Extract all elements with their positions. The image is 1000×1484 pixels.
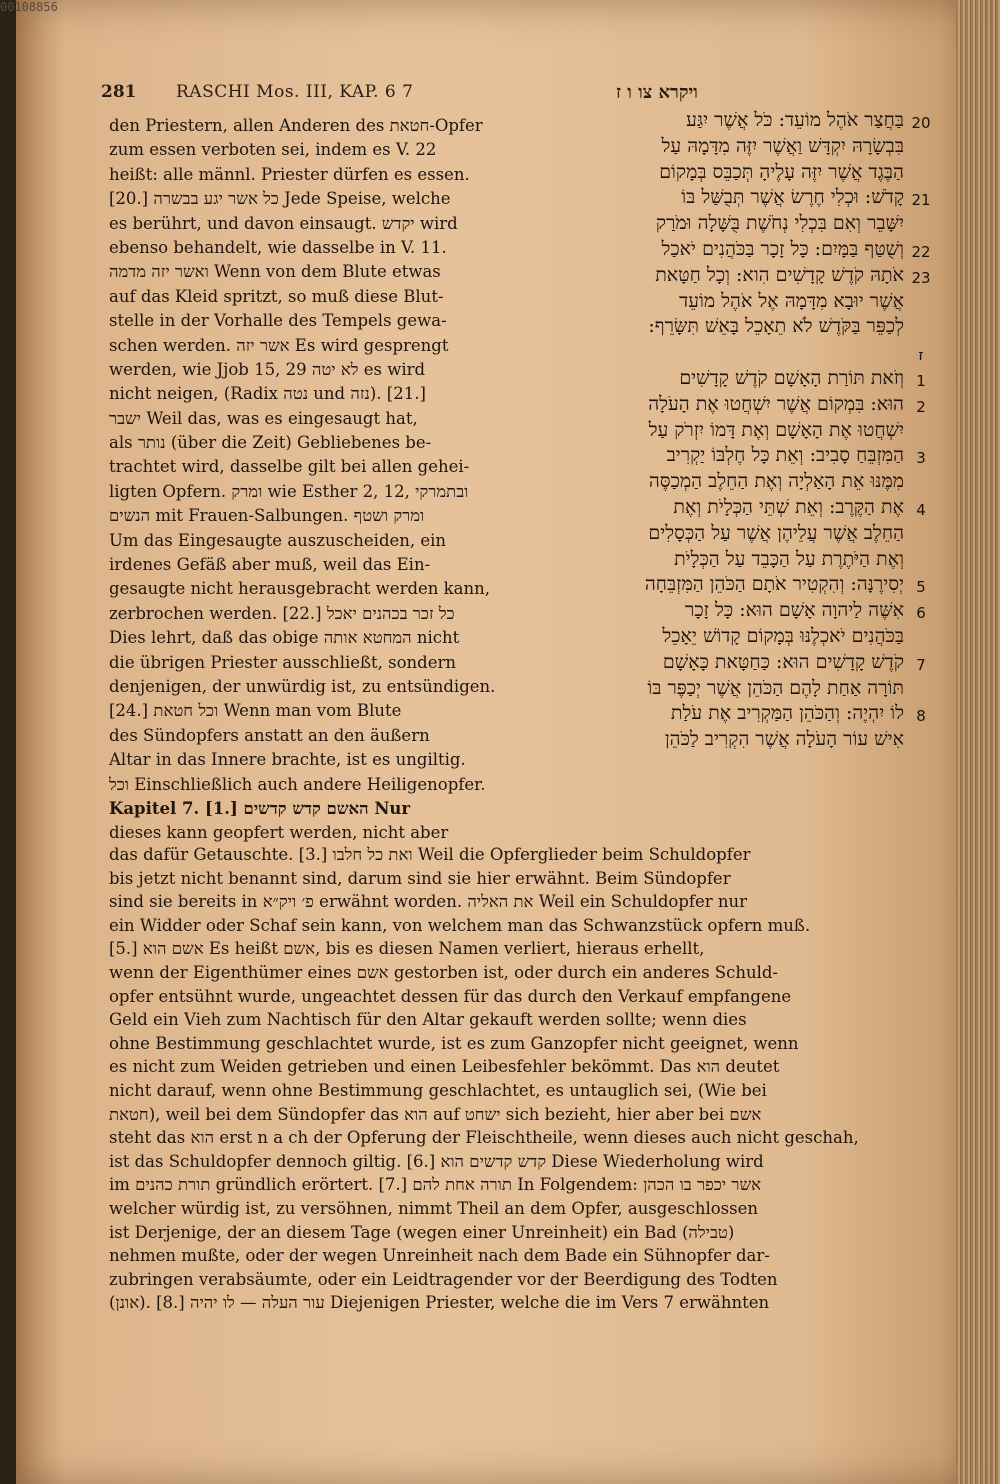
commentary-line: opfer entsühnt wurde, ungeachtet dessen für das durch den Verkauf empfangene bbox=[109, 986, 792, 1006]
verse-number: 6 bbox=[916, 604, 926, 623]
verse-line bbox=[548, 624, 938, 650]
commentary-line: Geld ein Vieh zum Nachtisch für den Altar gekauft werden sollte; wenn dies bbox=[109, 1010, 747, 1030]
verse-text: קָדֹשׁ: וּכְלִי חֶרֶשׂ אֲשֶׁר תְּבֻשַּׁל בּוֹ bbox=[681, 186, 904, 209]
verse-number bbox=[904, 624, 938, 627]
commentary-line: ist Derjenige, der an diesem Tage (wegen einer Unreinheit) ein Bad (טבילה) bbox=[109, 1222, 735, 1242]
commentary-line: welcher würdig ist, zu versöhnen, nimmt Theil an dem Opfer, ausgeschlossen bbox=[109, 1198, 759, 1218]
verse-line bbox=[548, 727, 938, 753]
verse-text: הַבֶּגֶד אֲשֶׁר יִזֶּה עָלֶיהָ תְּכַבֵּס בְּמָקוֹם bbox=[659, 160, 904, 183]
commentary-line: Altar in das Innere brachte, ist es ungiltig. bbox=[109, 750, 466, 770]
verse-text: לְכַפֵּר בַּקֹּדֶשׁ לֹא תֵאָכֵל בָּאֵשׁ תִּשָּׂרֵף: bbox=[648, 315, 904, 338]
commentary-line: ebenso behandelt, wie dasselbe in V. 11. bbox=[109, 237, 447, 257]
commentary-line: Kapitel 7. [1.] האשם קדש קדשים Nur bbox=[109, 798, 411, 818]
verse-text: הַחֵלֶב אֲשֶׁר עֲלֵיהֶן אֲשֶׁר עַל הַכְּסָלִים bbox=[648, 521, 904, 544]
commentary-line: wenn der Eigenthümer eines אשם gestorben ist, oder durch ein anderes Schuld- bbox=[109, 962, 779, 982]
commentary-line: zubringen verabsäumte, oder ein Leidtragender vor der Beerdigung des Todten bbox=[109, 1269, 778, 1289]
verse-text: וְזֹאת תּוֹרַת הָאָשָׁם קֹדֶשׁ קָדָשִׁים bbox=[679, 366, 904, 389]
commentary-line: heißt: alle männl. Priester dürfen es essen. bbox=[109, 164, 470, 184]
verse-line bbox=[548, 495, 938, 521]
verse-number bbox=[904, 547, 938, 550]
verse-number: 21 bbox=[911, 191, 931, 210]
commentary-line: חטאת), weil bei dem Sündopfer das הוא auf ישחט sich bezieht, hier aber bei אשם bbox=[109, 1104, 762, 1124]
verse-text: אֹתָהּ קֹדֶשׁ קָדָשִׁים הִוא: וְכָל חַטָּאת bbox=[655, 263, 904, 286]
verse-line bbox=[548, 134, 938, 160]
commentary-line: nicht darauf, wenn ohne Bestimmung geschlachtet, es untauglich sei, (Wie bei bbox=[109, 1080, 767, 1100]
commentary-line: ein Widder oder Schaf sein kann, von welchem man das Schwanzstück opfern muß. bbox=[109, 915, 811, 935]
verse-text: הוּא: בִּמְקוֹם אֲשֶׁר יִשְׁחֲטוּ אֶת הָעֹלָה bbox=[648, 392, 904, 415]
commentary-line: [24.] וכל חטאת Wenn man vom Blute bbox=[109, 701, 402, 721]
commentary-line: gesaugte nicht herausgebracht werden kann, bbox=[109, 579, 490, 599]
verse-number: 20 bbox=[911, 114, 931, 132]
hebrew-text-column bbox=[548, 108, 938, 753]
commentary-line: ואשר יזה מדמה Wenn von dem Blute etwas bbox=[109, 262, 441, 282]
commentary-line: Um das Eingesaugte auszuscheiden, ein bbox=[109, 530, 447, 550]
verse-line bbox=[548, 701, 938, 727]
commentary-line: Dies lehrt, daß das obige המחטא אותה nicht bbox=[109, 628, 460, 648]
verse-number: 5 bbox=[916, 578, 926, 597]
verse-text: וְאֶת הַיֹּתֶרֶת עַל הַכָּבֵד עַל הַכְּלָיֹת bbox=[674, 547, 904, 570]
verse-number: 4 bbox=[916, 500, 926, 519]
commentary-line: stelle in der Vorhalle des Tempels gewa- bbox=[109, 311, 447, 331]
verse-number bbox=[904, 134, 938, 137]
verse-line bbox=[548, 650, 938, 676]
verse-text: אִישׁ עוֹר הָעֹלָה אֲשֶׁר הִקְרִיב לַכֹּהֵן bbox=[664, 728, 904, 751]
verse-line bbox=[548, 185, 938, 211]
verse-line bbox=[548, 366, 938, 392]
verse-text: תּוֹרָה אַחַת לָהֶם הַכֹּהֵן אֲשֶׁר יְכַפֶּר בּוֹ bbox=[647, 676, 904, 699]
commentary-line: irdenes Gefäß aber muß, weil das Ein- bbox=[109, 555, 431, 575]
verse-line bbox=[548, 211, 938, 237]
verse-number: 7 bbox=[916, 655, 926, 674]
verse-number bbox=[904, 160, 938, 163]
verse-text: אֶת הַקֶּרֶב: וְאֵת שְׁתֵּי הַכְּלָיֹת וְאֶת bbox=[673, 495, 904, 518]
verse-text: לוֹ יִהְיֶה: וְהַכֹּהֵן הַמַּקְרִיב אֶת עֹלַת bbox=[670, 702, 904, 725]
commentary-line: denjenigen, der unwürdig ist, zu entsündigen. bbox=[109, 676, 496, 696]
commentary-line: den Priestern, allen Anderen des חטאת-Opfer bbox=[109, 116, 483, 135]
verse-number: 3 bbox=[916, 449, 926, 468]
commentary-line: [20.] כל אשר יגע בבשרה Jede Speise, welche bbox=[109, 189, 451, 209]
commentary-line: die übrigen Priester ausschließt, sondern bbox=[109, 652, 457, 672]
commentary-line: הנשים mit Frauen-Salbungen. ומרק ושטף bbox=[109, 506, 425, 526]
verse-text: קֹדֶשׁ קָדָשִׁים הוּא: כַּחַטָּאת כָּאָשָׁם bbox=[662, 650, 904, 673]
verse-text: הַמִּזְבֵּחַ סָבִיב: וְאֵת כָּל חֶלְבּוֹ יַקְרִיב bbox=[666, 444, 904, 467]
verse-line bbox=[548, 263, 938, 289]
verse-text: בִּבְשָׂרָהּ יִקְדָּשׁ וַאֲשֶׁר יִזֶּה מִדָּמָהּ עַל bbox=[661, 134, 904, 157]
verse-line bbox=[548, 572, 938, 598]
verse-number: ז bbox=[918, 346, 924, 365]
verse-text: בַּחֲצַר אֹהֶל מוֹעֵד: כֹּל אֲשֶׁר יִגַּע bbox=[686, 109, 904, 131]
verse-line bbox=[548, 547, 938, 573]
commentary-line: es nicht zum Weiden getrieben und einen Leibesfehler bekömmt. Das הוא deutet bbox=[109, 1057, 780, 1077]
verse-number: 23 bbox=[911, 268, 931, 287]
verse-line bbox=[548, 340, 938, 366]
commentary-line: im תורת כהנים gründlich erörtert. [7.] תורה אחת להם In Folgendem: אשר יכפר בו הכהן bbox=[109, 1175, 762, 1195]
verse-number bbox=[904, 211, 938, 214]
commentary-line: als נותר (über die Zeit) Gebliebenes be- bbox=[109, 433, 432, 453]
verse-line bbox=[548, 418, 938, 444]
scan-id: 00108856 bbox=[0, 0, 58, 14]
verse-number bbox=[904, 521, 938, 524]
verse-number bbox=[904, 314, 938, 317]
verse-number bbox=[904, 676, 938, 679]
verse-text: יִשְׁחֲטוּ אֶת הָאָשָׁם וְאֶת דָּמוֹ יִזְרֹק עַל bbox=[648, 418, 904, 441]
verse-line bbox=[548, 314, 938, 340]
page-edge bbox=[956, 0, 1000, 1484]
commentary-line: schen werden. אשר יזה Es wird gesprengt bbox=[109, 335, 449, 355]
commentary-line: [5.] אשם הוא Es heißt אשם, bis es diesen Namen verliert, hieraus erhellt, bbox=[109, 939, 705, 959]
verse-line bbox=[548, 469, 938, 495]
commentary-line: sind sie bereits in פ׳ ויק״א erwähnt worden. את האליה Weil ein Schuldopfer nur bbox=[109, 892, 748, 912]
commentary-line: werden, wie Jjob 15, 29 לא יטה es wird bbox=[109, 359, 426, 379]
commentary-line: וכל Einschließlich auch andere Heiligenopfer. bbox=[109, 774, 486, 794]
hebrew-running-title: ויקרא צו ו ז bbox=[616, 82, 698, 103]
commentary-line: nehmen mußte, oder der wegen Unreinheit nach dem Bade ein Sühnopfer dar- bbox=[109, 1246, 770, 1266]
commentary-line: dieses kann geopfert werden, nicht aber bbox=[109, 823, 449, 843]
verse-text: בַּכֹּהֲנִים יֹאכְלֶנּוּ בְּמָקוֹם קָדוֹשׁ יֵאָכֵל bbox=[662, 624, 904, 647]
verse-text: מִמֶּנּוּ אֵת הָאַלְיָה וְאֶת הַחֵלֶב הַמְכַסֶּה bbox=[648, 470, 904, 493]
commentary-line: nicht neigen, (Radix נטה und נזה). [21.] bbox=[109, 384, 426, 404]
commentary-line: zum essen verboten sei, indem es V. 22 bbox=[109, 140, 437, 160]
commentary-column bbox=[109, 114, 539, 846]
commentary-line: des Sündopfers anstatt an den äußern bbox=[109, 725, 430, 745]
verse-text: אֲשֶׁר יוּבָא מִדָּמָהּ אֶל אֹהֶל מוֹעֵד bbox=[679, 289, 904, 312]
verse-text: וְשֻׁטַּף בַּמָּיִם: כָּל זָכָר בַּכֹּהֲנִים יֹאכַל bbox=[661, 237, 904, 260]
verse-number bbox=[904, 289, 938, 292]
commentary-line: ist das Schuldopfer dennoch giltig. [6.] קדש קדשים הוא Diese Wiederholung wird bbox=[109, 1151, 764, 1171]
verse-number: 1 bbox=[916, 371, 926, 390]
verse-line bbox=[548, 676, 938, 702]
commentary-line: trachtet wird, dasselbe gilt bei allen gehei- bbox=[109, 457, 470, 477]
commentary-continuation bbox=[109, 843, 931, 1315]
verse-line bbox=[548, 443, 938, 469]
verse-line bbox=[548, 392, 938, 418]
verse-text: יִשָּׁבֵר וְאִם בִּכְלִי נְחֹשֶׁת בֻּשָּׁלָה וּמֹרַק bbox=[655, 212, 904, 235]
verse-line bbox=[548, 289, 938, 315]
commentary-line: steht das הוא erst n a ch der Opferung der Fleischtheile, wenn dieses auch nicht geschah, bbox=[109, 1128, 859, 1148]
running-title: RASCHI Mos. III, KAP. 6 7 bbox=[176, 82, 414, 102]
verse-line bbox=[548, 160, 938, 186]
verse-number: 8 bbox=[916, 707, 926, 726]
verse-line bbox=[548, 237, 938, 263]
verse-number: 22 bbox=[911, 242, 931, 261]
commentary-line: ישבר Weil das, was es eingesaugt hat, bbox=[109, 408, 418, 428]
verse-number bbox=[904, 469, 938, 472]
verse-number bbox=[904, 418, 938, 421]
verse-number: 2 bbox=[916, 397, 926, 416]
commentary-line: bis jetzt nicht benannt sind, darum sind sie hier erwähnt. Beim Sündopfer bbox=[109, 868, 731, 888]
commentary-line: (אונן). [8.] עור העלה — לו יהיה Diejenigen Priester, welche die im Vers 7 erwähnten bbox=[109, 1293, 770, 1313]
book-page bbox=[16, 0, 1000, 1484]
commentary-line: ligten Opfern. ומרק wie Esther 2, 12, ובתמרקי bbox=[109, 481, 469, 501]
verse-text: אִשֶּׁה לַיהוָה אָשָׁם הוּא: כָּל זָכָר bbox=[685, 599, 904, 622]
verse-number bbox=[904, 727, 938, 730]
commentary-line: auf das Kleid spritzt, so muß diese Blut- bbox=[109, 286, 444, 306]
verse-line bbox=[548, 521, 938, 547]
commentary-line: das dafür Getauschte. [3.] ואת כל חלבו Weil die Opferglieder beim Schuldopfer bbox=[109, 845, 751, 864]
verse-line bbox=[548, 598, 938, 624]
verse-line bbox=[548, 108, 938, 134]
commentary-line: ohne Bestimmung geschlachtet wurde, ist es zum Ganzopfer nicht geeignet, wenn bbox=[109, 1033, 799, 1053]
page-number: 281 bbox=[101, 82, 137, 102]
commentary-line: es berührt, und davon einsaugt. יקדש wird bbox=[109, 213, 458, 233]
commentary-line: zerbrochen werden. [22.] כל זכר בכהנים יאכל bbox=[109, 603, 455, 623]
verse-text: יְסִירֶנָּה: וְהִקְטִיר אֹתָם הַכֹּהֵן הַמִּזְבֵּחָה bbox=[644, 573, 904, 596]
